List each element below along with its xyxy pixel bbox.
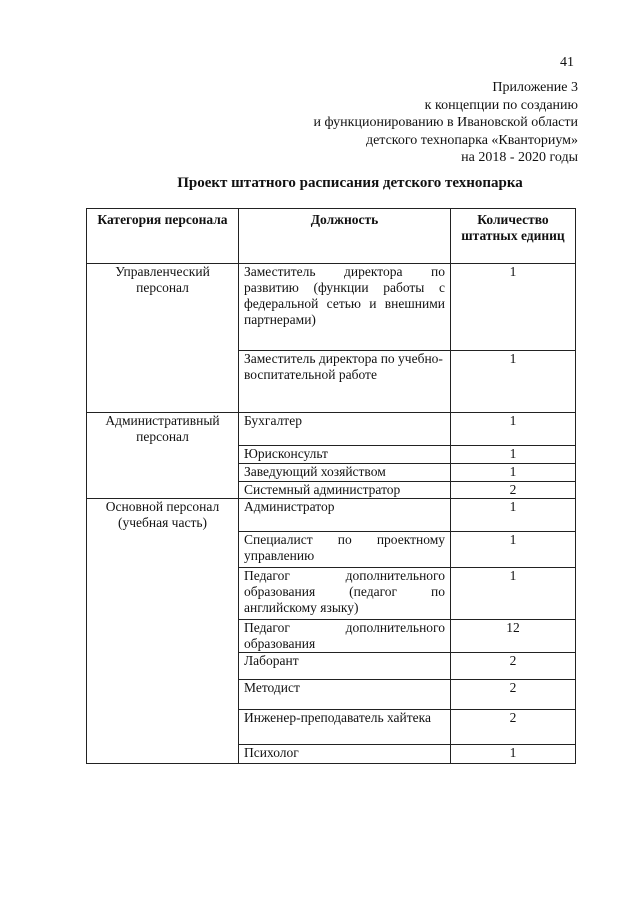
quantity-cell: 1 [451,351,576,413]
appendix-line: детского технопарка «Кванториум» [365,132,578,148]
position-cell: Юрисконсульт [239,446,451,464]
position-cell: Лаборант [239,653,451,680]
quantity-cell: 2 [451,710,576,745]
position-cell: Психолог [239,745,451,764]
table-row [87,413,576,446]
position-cell: Педагог дополнительного образования [239,620,451,653]
position-cell: Инженер-преподаватель хайтека [239,710,451,745]
appendix-line: и функционированию в Ивановской области [313,115,578,130]
position-cell: Заведующий хозяйством [239,464,451,482]
quantity-cell: 2 [451,653,576,680]
quantity-cell: 2 [451,680,576,710]
header-quantity: Количество штатных единиц [451,209,576,264]
position-cell: Специалист по проектному управлению [239,532,451,568]
quantity-cell: 1 [451,413,576,446]
position-cell: Заместитель директора по учебно-воспитательной работе [239,351,451,413]
appendix-line: Приложение 3 [492,80,578,95]
category-cell: Управленческий персонал [87,264,239,413]
position-cell: Бухгалтер [239,413,451,446]
quantity-cell: 1 [451,499,576,532]
table-row [87,264,576,351]
table-row [87,499,576,532]
appendix-line: к концепции по созданию [424,97,578,113]
quantity-cell: 1 [451,264,576,351]
category-cell: Основной персонал (учебная часть) [87,499,239,764]
quantity-cell: 1 [451,532,576,568]
staff-table [86,208,576,764]
position-cell: Администратор [239,499,451,532]
position-cell: Системный администратор [239,482,451,499]
quantity-cell: 1 [451,446,576,464]
appendix-header [313,79,578,167]
quantity-cell: 1 [451,464,576,482]
quantity-cell: 1 [451,568,576,620]
header-category: Категория персонала [87,209,239,264]
position-cell: Заместитель директора по развитию (функции работы с федеральной сетью и внешними партнерами) [239,264,451,351]
quantity-cell: 12 [451,620,576,653]
position-cell: Методист [239,680,451,710]
document-title: Проект штатного расписания детского технопарка [177,175,523,191]
header-position: Должность [239,209,451,264]
page-number: 41 [560,55,574,70]
quantity-cell: 1 [451,745,576,764]
table-header-row [87,209,576,264]
category-cell: Административный персонал [87,413,239,499]
appendix-line: на 2018 - 2020 годы [461,150,578,165]
position-cell: Педагог дополнительного образования (педагог по английскому языку) [239,568,451,620]
quantity-cell: 2 [451,482,576,499]
